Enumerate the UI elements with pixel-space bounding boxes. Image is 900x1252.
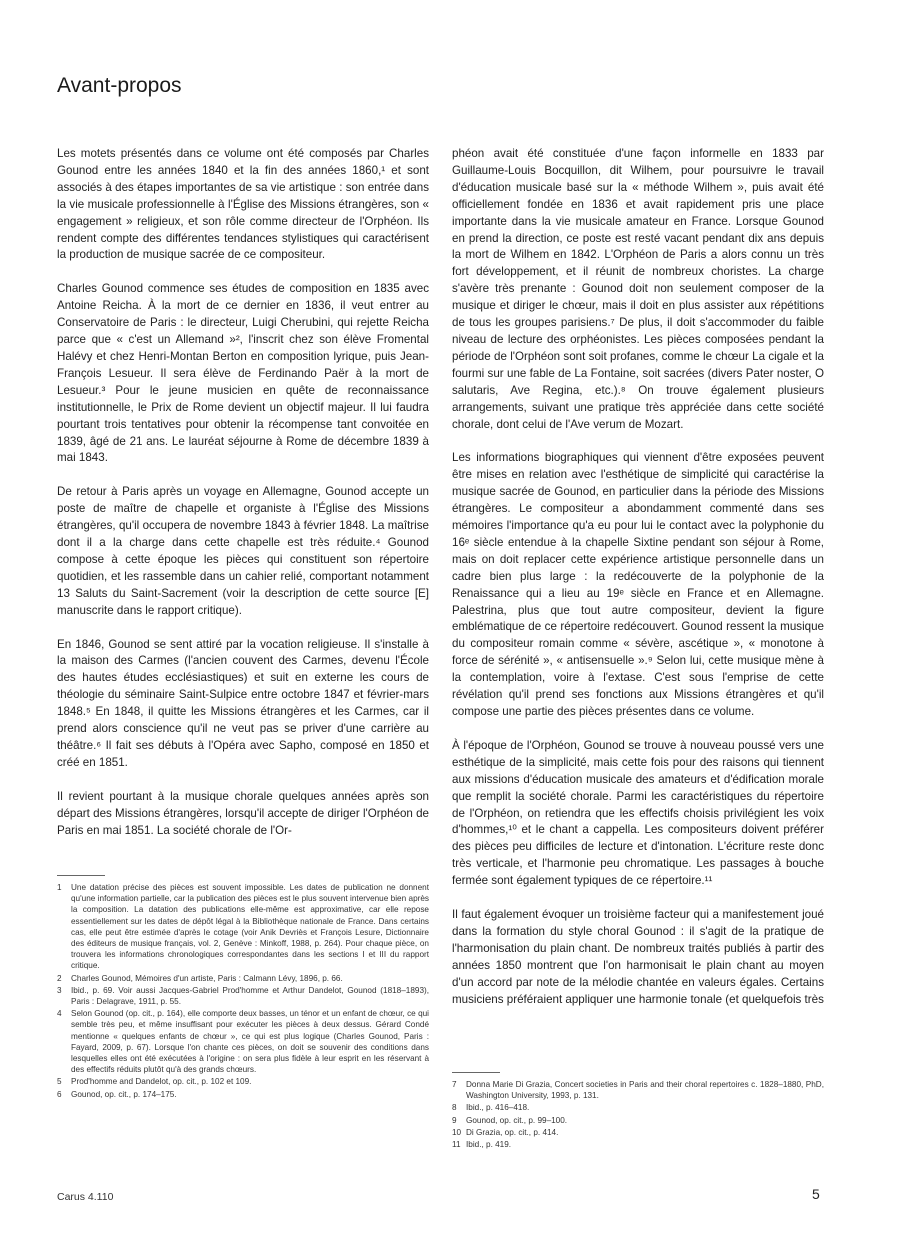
page-number: 5	[812, 1186, 820, 1202]
footnote	[452, 1127, 824, 1138]
footnote	[452, 1139, 824, 1150]
footnote-number: 10	[452, 1127, 462, 1137]
footnotes-left	[57, 875, 429, 1101]
footnote-number: 6	[57, 1089, 62, 1099]
footnotes-right	[452, 1072, 824, 1151]
footnote-text: Ibid., p. 69. Voir aussi Jacques-Gabriel Prod'homme et Arthur Dandelot, Gounod (1818–1893), Paris : Delagrave, 1911, p. 55.	[71, 985, 429, 1007]
paragraph: Les informations biographiques qui viennent d'être exposées peuvent être mises en relation avec l'esthétique de simplicité qui caractérise la musique sacrée de Gounod, en particulier dans la période des Missions étrangères. Le compositeur a abondamment commenté dans ses mémoires l'importance qu'a eu pour lui le contact avec la polyphonie du 16ᵉ siècle entendue à la chapelle Sixtine pendant son séjour à Rome, mais on doit replacer cette expérience artistique personnelle dans un cadre bien plus large : la redécouverte de la polyphonie de la Renaissance qui a lieu au 19ᵉ siècle en France et en Allemagne. Palestrina, plus que tout autre compositeur, devient la figure emblématique de ce répertoire redécouvert. Gounod ressent la musique du compositeur romain comme « sévère, ascétique », « monotone à force de sérénité », « antisensuelle ».⁹ Selon lui, cette musique mène à la contemplation, voire à l'extase. C'est sous l'emprise de cette révélation qu'il prend ses fonctions aux Missions étrangères et qu'il compose une partie des pièces présentes dans ce volume.	[452, 451, 824, 718]
footnote	[452, 1102, 824, 1113]
footnote-number: 8	[452, 1103, 457, 1113]
paragraph: À l'époque de l'Orphéon, Gounod se trouve à nouveau poussé vers une esthétique de la simplicité, mais cette fois pour des raisons qui tiennent aux missions d'éducation musicale des amateurs et d'édification morale que remplit la société chorale. Parmi les caractéristiques du répertoire de l'Orphéon, on retiendra que les effectifs choisis privilégient les voix d'hommes,¹⁰ et le chant a cappella. Les compositeurs doivent préférer des pièces peu difficiles de lecture et d'intonation. L'écriture reste donc très verticale, et l'harmonie peu chromatique. Les passages à bouche fermée sont également typiques de ce répertoire.¹¹	[452, 738, 824, 888]
footnote	[57, 985, 429, 1007]
footnote-number: 4	[57, 1009, 62, 1019]
footnote-text: Gounod, op. cit., p. 174–175.	[71, 1089, 177, 1099]
footnote-text: Selon Gounod (op. cit., p. 164), elle comporte deux basses, un ténor et un enfant de chœur, ce qui semble très peu, et même insuffisant pour exécuter les pièces à deux dessus. Gérard Condé mentionne « quelques enfants de chœur », ce qui est plus logique (Charles Gounod, Paris : Fayard, 2009, p. 67). Lorsque l'on chante ces pièces, on doit se souvenir des conditions dans lesquelles elles ont été exécutées à l'origine : on sera plus fidèle à leur esprit en les réservant à des effectifs réduits plutôt qu'à des grands chœurs.	[71, 1009, 429, 1075]
footnote-rule	[57, 875, 105, 876]
footnote	[57, 973, 429, 984]
left-column	[57, 146, 429, 840]
footnote-number: 2	[57, 973, 62, 983]
footnote	[57, 1076, 429, 1087]
footnote-text: Di Grazia, op. cit., p. 414.	[466, 1127, 559, 1137]
footnote-rule	[452, 1072, 500, 1073]
footnote-text: Ibid., p. 416–418.	[466, 1103, 530, 1113]
footnote-text: Ibid., p. 419.	[466, 1140, 512, 1150]
footnote	[57, 1089, 429, 1100]
footnote	[452, 1079, 824, 1101]
footnote	[57, 1008, 429, 1075]
footnote-text: Charles Gounod, Mémoires d'un artiste, Paris : Calmann Lévy, 1896, p. 66.	[71, 973, 343, 983]
paragraph: Les motets présentés dans ce volume ont été composés par Charles Gounod entre les années 1840 et la fin des années 1860,¹ et sont associés à des étapes importantes de sa vie artistique : son entrée dans la vie musicale professionnelle à l'Église des Missions étrangères, son « engagement » religieux, et son rôle comme directeur de l'Orphéon. Ils rendent compte des différentes tendances stylistiques qui caractérisent la production de musique sacrée de ce compositeur.	[57, 147, 429, 262]
paragraph: Il faut également évoquer un troisième facteur qui a manifestement joué dans la formation du style choral Gounod : il s'agit de la pratique de l'harmonisation du plain chant. De nombreux traités publiés à partir des années 1850 montrent que l'on harmonisait le plain chant au moyen d'un accord par note de la mélodie chantée en valeurs égales. Certains musiciens préféraient appliquer une harmonie tonale (et quelquefois très	[452, 908, 824, 1006]
page-title: Avant-propos	[57, 74, 182, 97]
footnote-number: 3	[57, 985, 62, 995]
right-column	[452, 146, 824, 1009]
paragraph: phéon avait été constituée d'une façon informelle en 1833 par Guillaume-Louis Bocquillon, dit Wilhem, pour poursuivre le travail d'éducation musicale basé sur la « méthode Wilhem », puis avait été officiellement fondée en 1836 et avait rapidement pris une place importante dans la vie musicale amateur en France. Lorsque Gounod en prend la direction, ce poste est resté vacant pendant dix ans depuis la mort de Wilhem en 1842. L'Orphéon de Paris a alors connu un très fort développement, et il réunit de nombreux choristes. La charge s'avère très prenante : Gounod doit non seulement composer de la musique et diriger le chœur, mais il doit en plus assister aux répétitions de tous les groupes parisiens.⁷ De plus, il doit s'accommoder du faible niveau de lecture des orphéonistes. Les pièces composées pendant la période de l'Orphéon sont soit profanes, comme le chœur La cigale et la fourmi sur une fable de La Fontaine, soit sacrées (divers Pater noster, O salutaris, Ave Regina, etc.).⁸ On trouve également plusieurs arrangements, suivant une pratique très appréciée dans cette société chorale, dont celui de l'Ave verum de Mozart.	[452, 147, 824, 431]
footnote-text: Une datation précise des pièces est souvent impossible. Les dates de publication ne donnent qu'une information partielle, car la publication des pièces est le plus souvent intervenue bien après la composition. La datation des publications elle-même est approximative, car elle repose essentiellement sur les dates de dépôt légal à la Bibliothèque nationale de France. Dans certains cas, elle peut être estimée d'après le cotage (voir Anik Devriès et François Lesure, Dictionnaire des éditeurs de musique français, vol. 2, Genève : Minkoff, 1988, p. 264). Pour chaque pièce, on trouvera les informations chronologiques correspondantes dans les sections I et III du rapport critique.	[71, 883, 429, 971]
footnote	[57, 882, 429, 972]
footnote	[452, 1115, 824, 1126]
paragraph: Il revient pourtant à la musique chorale quelques années après son départ des Missions étrangères, lorsqu'il accepte de diriger l'Orphéon de Paris en mai 1851. La société chorale de l'Or-	[57, 789, 429, 837]
footnote-text: Prod'homme and Dandelot, op. cit., p. 102 et 109.	[71, 1077, 252, 1087]
footnote-text: Gounod, op. cit., p. 99–100.	[466, 1115, 568, 1125]
publisher-label: Carus 4.110	[57, 1191, 114, 1203]
footnote-number: 5	[57, 1077, 62, 1087]
paragraph: De retour à Paris après un voyage en Allemagne, Gounod accepte un poste de maître de chapelle et organiste à l'Église des Missions étrangères, qu'il occupera de novembre 1843 à février 1848. La maîtrise dont il a la charge dans cette chapelle est très réduite.⁴ Gounod compose à cette époque les pièces qui constituent son répertoire quotidien, et les rassemble dans un cahier relié, comportant notamment 13 Saluts du Saint-Sacrement (voir la description de cette source [E] manuscrite dans le rapport critique).	[57, 485, 429, 617]
footnote-text: Donna Marie Di Grazia, Concert societies in Paris and their choral repertoires c. 1828–1880, PhD, Washington University, 1993, p. 131.	[466, 1080, 824, 1101]
paragraph: En 1846, Gounod se sent attiré par la vocation religieuse. Il s'installe à la maison des Carmes (l'ancien couvent des Carmes, devenu l'École des hautes études ecclésiastiques) et suit en externe les cours de théologie du séminaire Saint-Sulpice entre octobre 1847 et février-mars 1848.⁵ En 1848, il quitte les Missions étrangères et les Carmes, car il prend alors conscience qu'il ne veut pas se priver d'une carrière au théâtre.⁶ Il fait ses débuts à l'Opéra avec Sapho, composé en 1850 et créé en 1851.	[57, 637, 429, 769]
footnote-number: 11	[452, 1140, 461, 1150]
footnote-number: 9	[452, 1115, 457, 1125]
footnote-number: 7	[452, 1080, 457, 1089]
paragraph: Charles Gounod commence ses études de composition en 1835 avec Antoine Reicha. À la mort de ce dernier en 1836, il veut entrer au Conservatoire de Paris : le directeur, Luigi Cherubini, qui rejette Reicha parce que « c'est un Allemand »², l'inscrit chez son élève Fromental Halévy et chez Henri-Montan Berton en composition lyrique, puis Jean-François Lesueur. Il sera élève de Ferdinando Paër à la mort de Lesueur.³ Pour le jeune musicien en quête de reconnaissance institutionnelle, le Prix de Rome devient un objectif majeur. Il lui faudra pourtant trois tentatives pour obtenir la récompense tant convoitée en 1839, âgé de 21 ans. Le lauréat séjourne à Rome de décembre 1839 à mai 1843.	[57, 282, 429, 465]
footnote-number: 1	[57, 883, 62, 892]
